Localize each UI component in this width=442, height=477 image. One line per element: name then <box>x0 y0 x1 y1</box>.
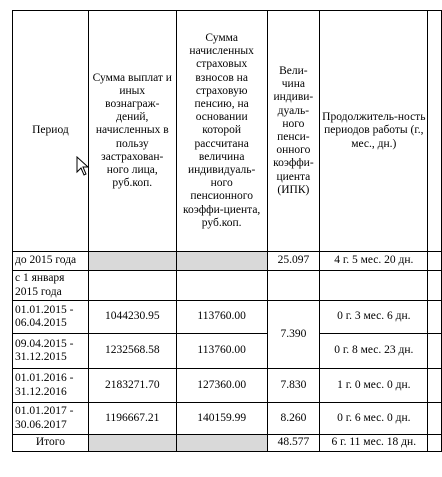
mouse-pointer-icon <box>76 156 90 176</box>
payments-cell: 1196667.21 <box>88 403 176 435</box>
empty-shaded-cell <box>88 435 176 452</box>
extra-cell <box>428 369 442 403</box>
total-duration-cell: 6 г. 11 мес. 18 дн. <box>320 435 428 452</box>
empty-cell <box>320 271 428 301</box>
duration-cell: 0 г. 3 мес. 6 дн. <box>320 301 428 334</box>
duration-cell: 4 г. 5 мес. 20 дн. <box>320 252 428 271</box>
contributions-cell: 113760.00 <box>176 334 267 369</box>
header-duration: Продолжитель-ность периодов работы (г., мес., дн.) <box>320 11 428 252</box>
header-period: Период <box>13 11 89 252</box>
extra-cell <box>428 403 442 435</box>
duration-cell: 0 г. 6 мес. 0 дн. <box>320 403 428 435</box>
empty-shaded-cell <box>176 435 267 452</box>
ipk-cell: 25.097 <box>267 252 320 271</box>
pension-table <box>12 10 442 452</box>
empty-cell <box>267 271 320 301</box>
payments-cell: 2183271.70 <box>88 369 176 403</box>
table-row <box>13 271 442 301</box>
period-cell: до 2015 года <box>13 252 89 271</box>
total-ipk-cell: 48.577 <box>267 435 320 452</box>
extra-column-edge <box>428 11 442 252</box>
table-row <box>13 403 442 435</box>
header-contributions: Сумма начисленных страховых взносов на страховую пенсию, на основании которой рассчитана величина индивидуаль-ного пенсионного коэффи-циента, руб.коп. <box>176 11 267 252</box>
period-cell: 01.01.2015 - 06.04.2015 <box>13 301 89 334</box>
ipk-cell: 7.830 <box>267 369 320 403</box>
contributions-cell: 113760.00 <box>176 301 267 334</box>
contributions-cell: 127360.00 <box>176 369 267 403</box>
contributions-cell: 140159.99 <box>176 403 267 435</box>
empty-cell <box>88 271 176 301</box>
header-row <box>13 11 442 252</box>
ipk-cell: 7.390 <box>267 301 320 369</box>
empty-shaded-cell <box>176 252 267 271</box>
payments-cell: 1232568.58 <box>88 334 176 369</box>
empty-cell <box>176 271 267 301</box>
table-row <box>13 334 442 369</box>
table-row <box>13 301 442 334</box>
table-row <box>13 369 442 403</box>
total-label: Итого <box>13 435 89 452</box>
period-cell: 01.01.2017 - 30.06.2017 <box>13 403 89 435</box>
extra-cell <box>428 334 442 369</box>
extra-cell <box>428 271 442 301</box>
empty-shaded-cell <box>88 252 176 271</box>
period-cell: 09.04.2015 - 31.12.2015 <box>13 334 89 369</box>
period-cell: с 1 января 2015 года <box>13 271 89 301</box>
extra-cell <box>428 252 442 271</box>
extra-cell <box>428 435 442 452</box>
header-ipk: Вели-чина индиви-дуаль-ного пенси-онного коэффи-циента (ИПК) <box>267 11 320 252</box>
total-row <box>13 435 442 452</box>
ipk-cell: 8.260 <box>267 403 320 435</box>
table-row <box>13 252 442 271</box>
extra-cell <box>428 301 442 334</box>
period-cell: 01.01.2016 - 31.12.2016 <box>13 369 89 403</box>
duration-cell: 1 г. 0 мес. 0 дн. <box>320 369 428 403</box>
duration-cell: 0 г. 8 мес. 23 дн. <box>320 334 428 369</box>
payments-cell: 1044230.95 <box>88 301 176 334</box>
header-payments: Сумма выплат и иных вознаграж-дений, начисленных в пользу застрахован-ного лица, руб.коп. <box>88 11 176 252</box>
